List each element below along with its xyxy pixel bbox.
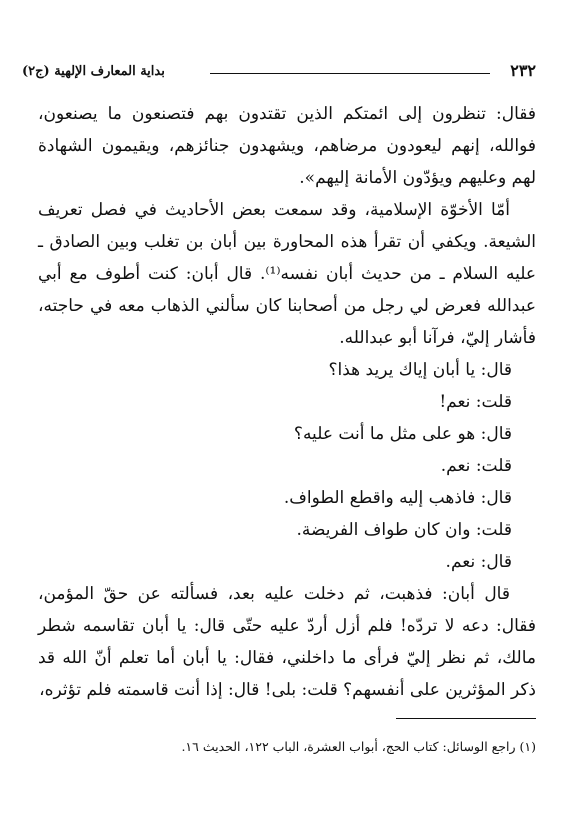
dialogue-line: قلت: وان كان طواف الفريضة. <box>296 520 512 540</box>
dialogue-line: قلت: نعم! <box>439 392 512 412</box>
header-rule <box>210 73 490 74</box>
footnote-rule <box>396 718 536 719</box>
dialogue-line: قال: فاذهب إليه واقطع الطواف. <box>283 488 512 508</box>
dialogue-line: قلت: نعم. <box>440 456 512 476</box>
paragraph-2: أمّا الأخوّة الإسلامية، وقد سمعت بعض الأحاديث في فصل تعريف الشيعة. ويكفي أن تقرأ هذه المحاورة بين أبان بن تغلب وبين الصادق ـ عليه السلام ـ من حديث أبان نفسه⁽¹⁾. قال أبان: كنت أطوف مع أبي عبدالله فعرض لي رجل من أصحابنا كان سألني الذهاب معه في حاجته، فأشار إليّ، فرآنا أبو عبدالله. <box>38 200 536 348</box>
page-number: ٢٣٢ <box>510 61 536 80</box>
paragraph-1: فقال: تنظرون إلى ائمتكم الذين تقتدون بهم فتصنعون ما يصنعون، فوالله، إنهم ليعودون مرضاهم، ويشهدون جنائزهم، ويقيمون الشهادة لهم وعليهم ويؤدّون الأمانة إليهم». <box>38 104 536 188</box>
body-text <box>38 98 536 706</box>
dialogue-line: قال: يا أبان إياك يريد هذا؟ <box>328 360 512 380</box>
paragraph-3: قال أبان: فذهبت، ثم دخلت عليه بعد، فسألته عن حقّ المؤمن، فقال: دعه لا تردّه! فلم أزل أردّ عليه حتّى قال: يا أبان تقاسمه شطر مالك، ثم نظر إليّ فرأى ما داخلني، فقال: يا أبان أما تعلم أنّ الله قد ذكر المؤثرين على أنفسهم؟ قلت: بلى! قال: إذا أنت قاسمته فلم تؤثره، <box>38 584 536 700</box>
running-title: بداية المعارف الإلهية (ج٢) <box>22 64 165 79</box>
running-head <box>22 62 554 84</box>
dialogue-line: قال: هو على مثل ما أنت عليه؟ <box>293 424 512 444</box>
footnote: (١) راجع الوسائل: كتاب الحج، أبواب العشرة، الباب ١٢٢، الحديث ١٦. <box>181 739 536 754</box>
dialogue-line: قال: نعم. <box>445 552 512 572</box>
